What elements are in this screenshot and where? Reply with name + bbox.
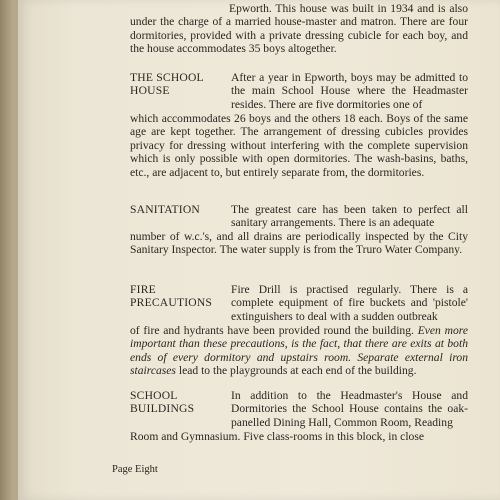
page-number: Page Eight <box>112 464 158 475</box>
heading-school-buildings: SCHOOL BUILDINGS <box>130 389 195 416</box>
buildings-line-1: In addition to the Headmaster's House and Dormitories the School House contains the oak-panelled Dining Hall, Common Room, Reading <box>231 389 468 429</box>
section-fire-first <box>231 283 468 323</box>
sanitation-line-1: The greatest care has been taken to perfect all sanitary arrangements. There is an adequate <box>231 203 468 230</box>
section-buildings-first <box>231 389 468 429</box>
fire-line-1: Fire Drill is practised regularly. There is a complete equipment of fire buckets and 'pistole' extinguishers to deal with a sudden outbreak <box>231 283 468 323</box>
fire-rest-a: of fire and hydrants have been provided round the building. <box>130 324 414 337</box>
sanitation-rest: number of w.c.'s, and all drains are periodically inspected by the City Sanitary Inspector. The water supply is from the Truro Water Company. <box>130 230 468 257</box>
intro-line-1: Epworth. This house was built in 1934 and is <box>229 2 446 15</box>
heading-school-house: THE SCHOOL HOUSE <box>130 71 204 98</box>
buildings-rest: Room and Gymnasium. Five class-rooms in this block, in close <box>130 430 425 443</box>
section-buildings-rest <box>130 430 468 443</box>
school-house-line-1: After a year in Epworth, boys may be admitted to the main School House where the Headmaster resides. There are five dormitories one of <box>231 71 468 111</box>
intro-rest: also under the charge of a married house-master and matron. There are four dormitories, provided with a private dressing cubicle for each boy, and the house accommodates 35 boys altogether. <box>130 2 468 56</box>
heading-fire-precautions: FIRE PRECAUTIONS <box>130 283 213 310</box>
school-house-rest: which accommodates 26 boys and the others 18 each. Boys of the same age are kept together. The arrangement of dressing cubicles provides privacy for dressing without interfering with the complete supervision which is only possible with open dormitories. The wash-basins, baths, etc., are adjacent to, but entirely separate from, the dormitories. <box>130 112 468 179</box>
intro-paragraph <box>130 2 468 56</box>
book-gutter <box>0 0 14 500</box>
section-sanitation-first <box>231 203 468 230</box>
heading-sanitation: SANITATION <box>130 203 200 216</box>
section-school-house-first <box>231 71 468 111</box>
section-sanitation-rest <box>130 230 468 257</box>
fire-rest-italic: Even more important than these precautions, is the fact, that there are exits at both ends of every dormitory and upstairs room. Separate external iron staircases <box>130 324 469 378</box>
section-fire-rest <box>130 324 468 378</box>
fire-rest-b: lead to the playgrounds at each end of the building. <box>178 364 417 378</box>
section-school-house-rest <box>130 112 468 179</box>
